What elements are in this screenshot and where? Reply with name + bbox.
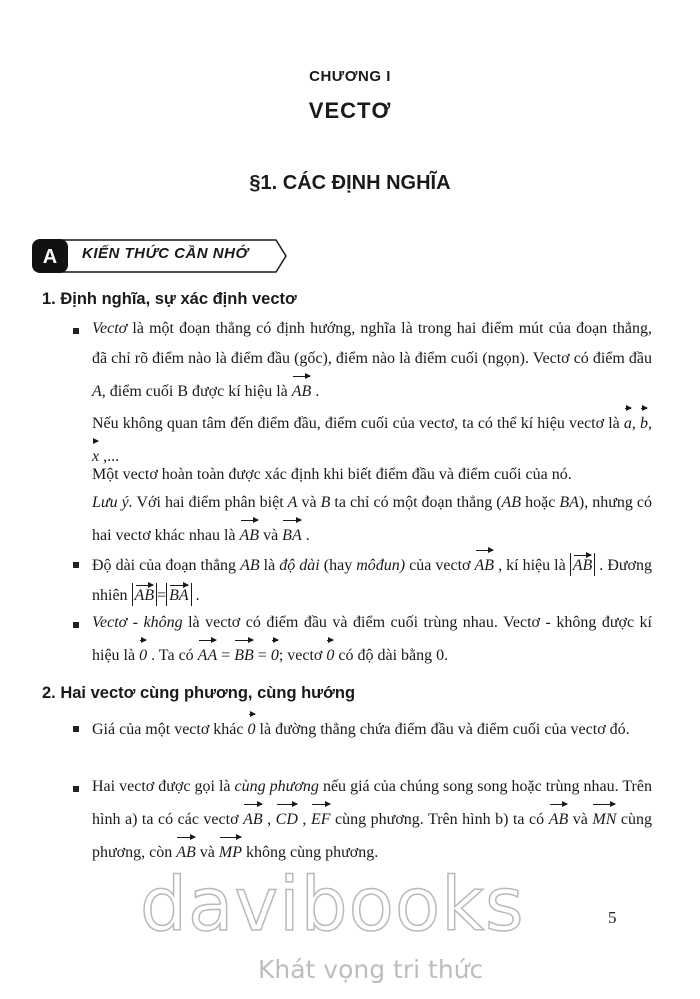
bullet-icon — [73, 328, 79, 334]
section-a-title: KIẾN THỨC CẦN NHỚ — [82, 245, 249, 262]
chapter-title: VECTƠ — [308, 98, 392, 123]
watermark-tagline: Khát vọng tri thức — [258, 955, 484, 984]
bullet-icon — [73, 622, 79, 628]
part1-heading: 1. Định nghĩa, sự xác định vectơ — [42, 290, 297, 308]
part2-bullet1: Giá của một vectơ khác 0 là đường thẳng chứa điểm đầu và điểm cuối của vectơ đó. — [92, 712, 652, 745]
part2-bullet2: Hai vectơ được gọi là cùng phương nếu giá của chúng song song hoặc trùng nhau. Trên hình a) ta có các vectơ AB , CD , EF cùng phương. Trên hình b) ta có AB và MN cùng phương, còn AB và MP không cùng phương. — [92, 772, 652, 868]
page-number: 5 — [608, 908, 617, 927]
part1-bullet2: Độ dài của đoạn thẳng AB là độ dài (hay môđun) của vectơ AB , kí hiệu là AB . Đương nhiên AB = BA . — [92, 548, 652, 611]
part1-bullet3: Vectơ - không là vectơ có điểm đầu và điểm cuối trùng nhau. Vectơ - không được kí hiệu là 0 . Ta có AA = BB = 0; vectơ 0 có độ dài bằng 0. — [92, 608, 652, 671]
part2-heading: 2. Hai vectơ cùng phương, cùng hướng — [42, 684, 356, 702]
bullet-icon — [73, 562, 79, 568]
part1-determined-paragraph: Một vectơ hoàn toàn được xác định khi biết điểm đầu và điểm cuối của nó. — [92, 466, 572, 483]
chapter-label: CHƯƠNG I — [309, 68, 391, 85]
bullet-icon — [73, 786, 79, 792]
part1-note-paragraph: Lưu ý. Với hai điểm phân biệt A và B ta chỉ có một đoạn thẳng (AB hoặc BA), nhưng có hai vectơ khác nhau là AB và BA . — [92, 488, 652, 551]
section-title: §1. CÁC ĐỊNH NGHĨA — [249, 172, 451, 194]
bullet-icon — [73, 726, 79, 732]
part1-bullet1: Vectơ là một đoạn thẳng có định hướng, nghĩa là trong hai điểm mút của đoạn thẳng, đã chỉ rõ điểm nào là điểm đầu (gốc), điểm nào là điểm cuối (ngọn). Vectơ có điểm đầu A, điểm cuối B được kí hiệu là AB . — [92, 314, 652, 407]
watermark-brand: davibooks — [140, 862, 525, 948]
part1-notice-paragraph: Nếu không quan tâm đến điểm đầu, điểm cuối của vectơ, ta có thể kí hiệu vectơ là a, b, x ,... — [92, 406, 652, 472]
vector-AB: AB — [292, 374, 312, 407]
section-letter: A — [42, 246, 58, 268]
